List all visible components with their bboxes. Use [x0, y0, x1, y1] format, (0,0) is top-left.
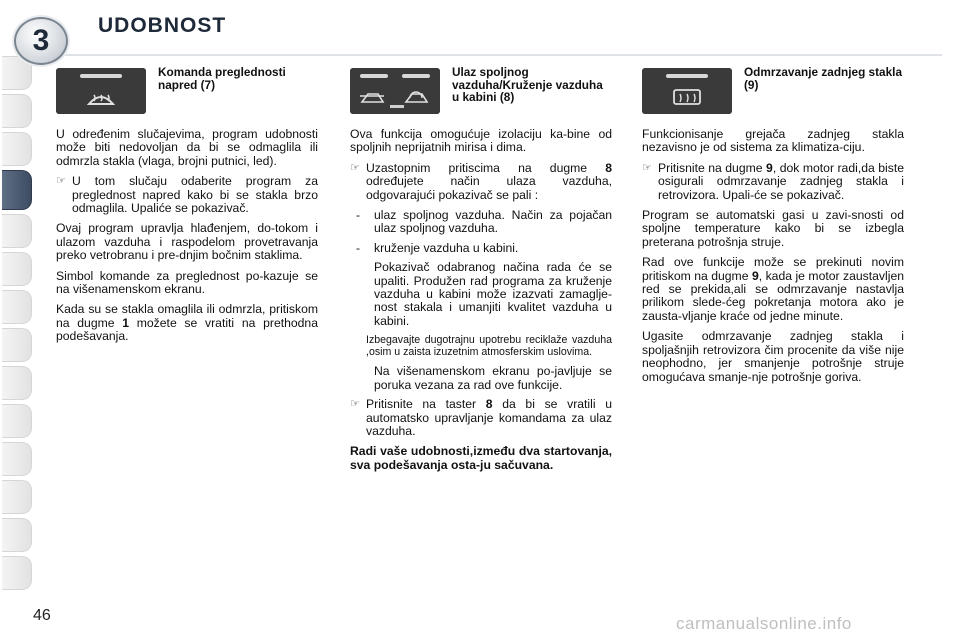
chapter-tab[interactable]: [2, 556, 32, 590]
chapter-badge: 3: [14, 17, 68, 65]
list-item: ☞ U tom slučaju odaberite program za preglednost napred kako bi se stakla brzo odmaglila. Upaliće se pokazivač.: [56, 174, 318, 216]
pointing-hand-icon: ☞: [350, 161, 360, 174]
chapter-tab[interactable]: [2, 518, 32, 552]
section-title: Odmrzavanje zadnjeg stakla (9): [744, 65, 903, 92]
paragraph: Funkcionisanje grejača zadnjeg stakla nezavisno je od sistema za klimatiza-ciju.: [642, 127, 904, 155]
chapter-tab[interactable]: [2, 252, 32, 286]
dash-item: - kruženje vazduha u kabini.: [356, 240, 519, 255]
chapter-tab-active[interactable]: [2, 170, 32, 210]
chapter-tabs: [0, 56, 44, 586]
chapter-tab[interactable]: [2, 366, 32, 400]
section-title: Komanda preglednosti napred (7): [158, 65, 286, 92]
front-demist-button-icon: [56, 68, 146, 114]
paragraph: Na višenamenskom ekranu po-javljuje se poruka vezana za rad ove funkcije.: [374, 364, 612, 392]
list-item: ☞ Uzastopnim pritiscima na dugme 8 određujete način ulaza vazduha, odgovarajući pokazivač se pali :: [350, 160, 613, 202]
pointing-hand-icon: ☞: [642, 161, 652, 174]
section-header: [642, 66, 904, 120]
paragraph: Ugasite odmrzavanje zadnjeg stakla i spoljašnjih retrovizora čim procenite da više nije neophodno, jer smanjenje potrošnje struje omogućava smanje-nje potrošnje goriva.: [642, 329, 904, 384]
chapter-tab[interactable]: [2, 94, 32, 128]
paragraph: U određenim slučajevima, program udobnosti može biti nedovoljan da bi se odmaglila ili odmrzla stakla (vlaga, brojni putnici, led).: [56, 127, 318, 168]
chapter-tab[interactable]: [2, 214, 32, 248]
paragraph: Program se automatski gasi u zavi-snosti od spoljne temperature kako bi se izbegla preterana potrošnja struje.: [642, 208, 904, 249]
list-item: ☞ Pritisnite na taster 8 da bi se vratili u automatsko upravljanje komandama za ulaz vazduha.: [350, 397, 612, 438]
chapter-tab[interactable]: [2, 442, 32, 476]
paragraph: Kada su se stakla omaglila ili odmrzla, pritiskom na dugme 1 možete se vratiti na prethodna podešavanja.: [56, 302, 318, 344]
pointing-hand-icon: ☞: [350, 398, 360, 411]
note: Izbegavajte dugotrajnu upotrebu reciklaže vazduha ,osim u zaista izuzetnim atmosferskim uslovima.: [366, 334, 612, 359]
paragraph: Ova funkcija omogućuje izolaciju ka-bine od spoljnih neprijatnih mirisa i dima.: [350, 127, 612, 155]
paragraph: Ovaj program upravlja hlađenjem, do-tokom i ulazom vazduha i raspodelom provetravanja preko vetrobranu i pre-dnjim bočnim staklima.: [56, 221, 318, 263]
chapter-tab[interactable]: [2, 404, 32, 438]
air-recirculation-button-icon: [350, 68, 440, 114]
dash-item: - ulaz spoljnog vazduha. Način za pojačan ulaz spoljnog vazduha.: [356, 208, 612, 236]
paragraph: Rad ove funkcije može se prekinuti novim pritiskom na dugme 9, kada je motor zaustavljen red se prekida,ali se odmrzavanje nastavlja prilikom slede-ćeg pokretanja motora ako je zausta-vljanje kraće od jedne minute.: [642, 255, 904, 323]
bold-note: Radi vaše udobnosti,između dva startovanja, sva podešavanja osta-ju sačuvana.: [350, 444, 612, 472]
section-header: [56, 66, 318, 120]
page-title: UDOBNOST: [98, 14, 227, 37]
list-item: ☞ Pritisnite na dugme 9, dok motor radi,da biste osigurali odmrzavanje zadnjeg stakla i retrovizora. Upali-će se pokazivač.: [642, 160, 904, 202]
paragraph: Pokazivač odabranog načina rada će se upaliti. Produžen rad programa za kruženje vazduha u kabini može izazvati zamaglje-nost stakala i umanjiti kvalitet vazduha u kabini.: [374, 260, 612, 328]
page-number: 46: [33, 607, 51, 624]
rear-defrost-button-icon: [642, 68, 732, 114]
chapter-tab[interactable]: [2, 480, 32, 514]
pointing-hand-icon: ☞: [56, 175, 66, 188]
column-front-visibility: [56, 66, 318, 351]
chapter-tab[interactable]: [2, 328, 32, 362]
section-header: [350, 66, 612, 120]
chapter-tab[interactable]: [2, 290, 32, 324]
watermark: carmanualsonline.info: [676, 614, 852, 633]
paragraph: Simbol komande za preglednost po-kazuje se na višenamenskom ekranu.: [56, 268, 318, 297]
chapter-tab[interactable]: [2, 132, 32, 166]
column-air-intake: [350, 66, 612, 479]
column-rear-defrost: [642, 66, 904, 391]
section-title: Ulaz spoljnog vazduha/Kruženje vazduha u kabini (8): [452, 65, 603, 105]
